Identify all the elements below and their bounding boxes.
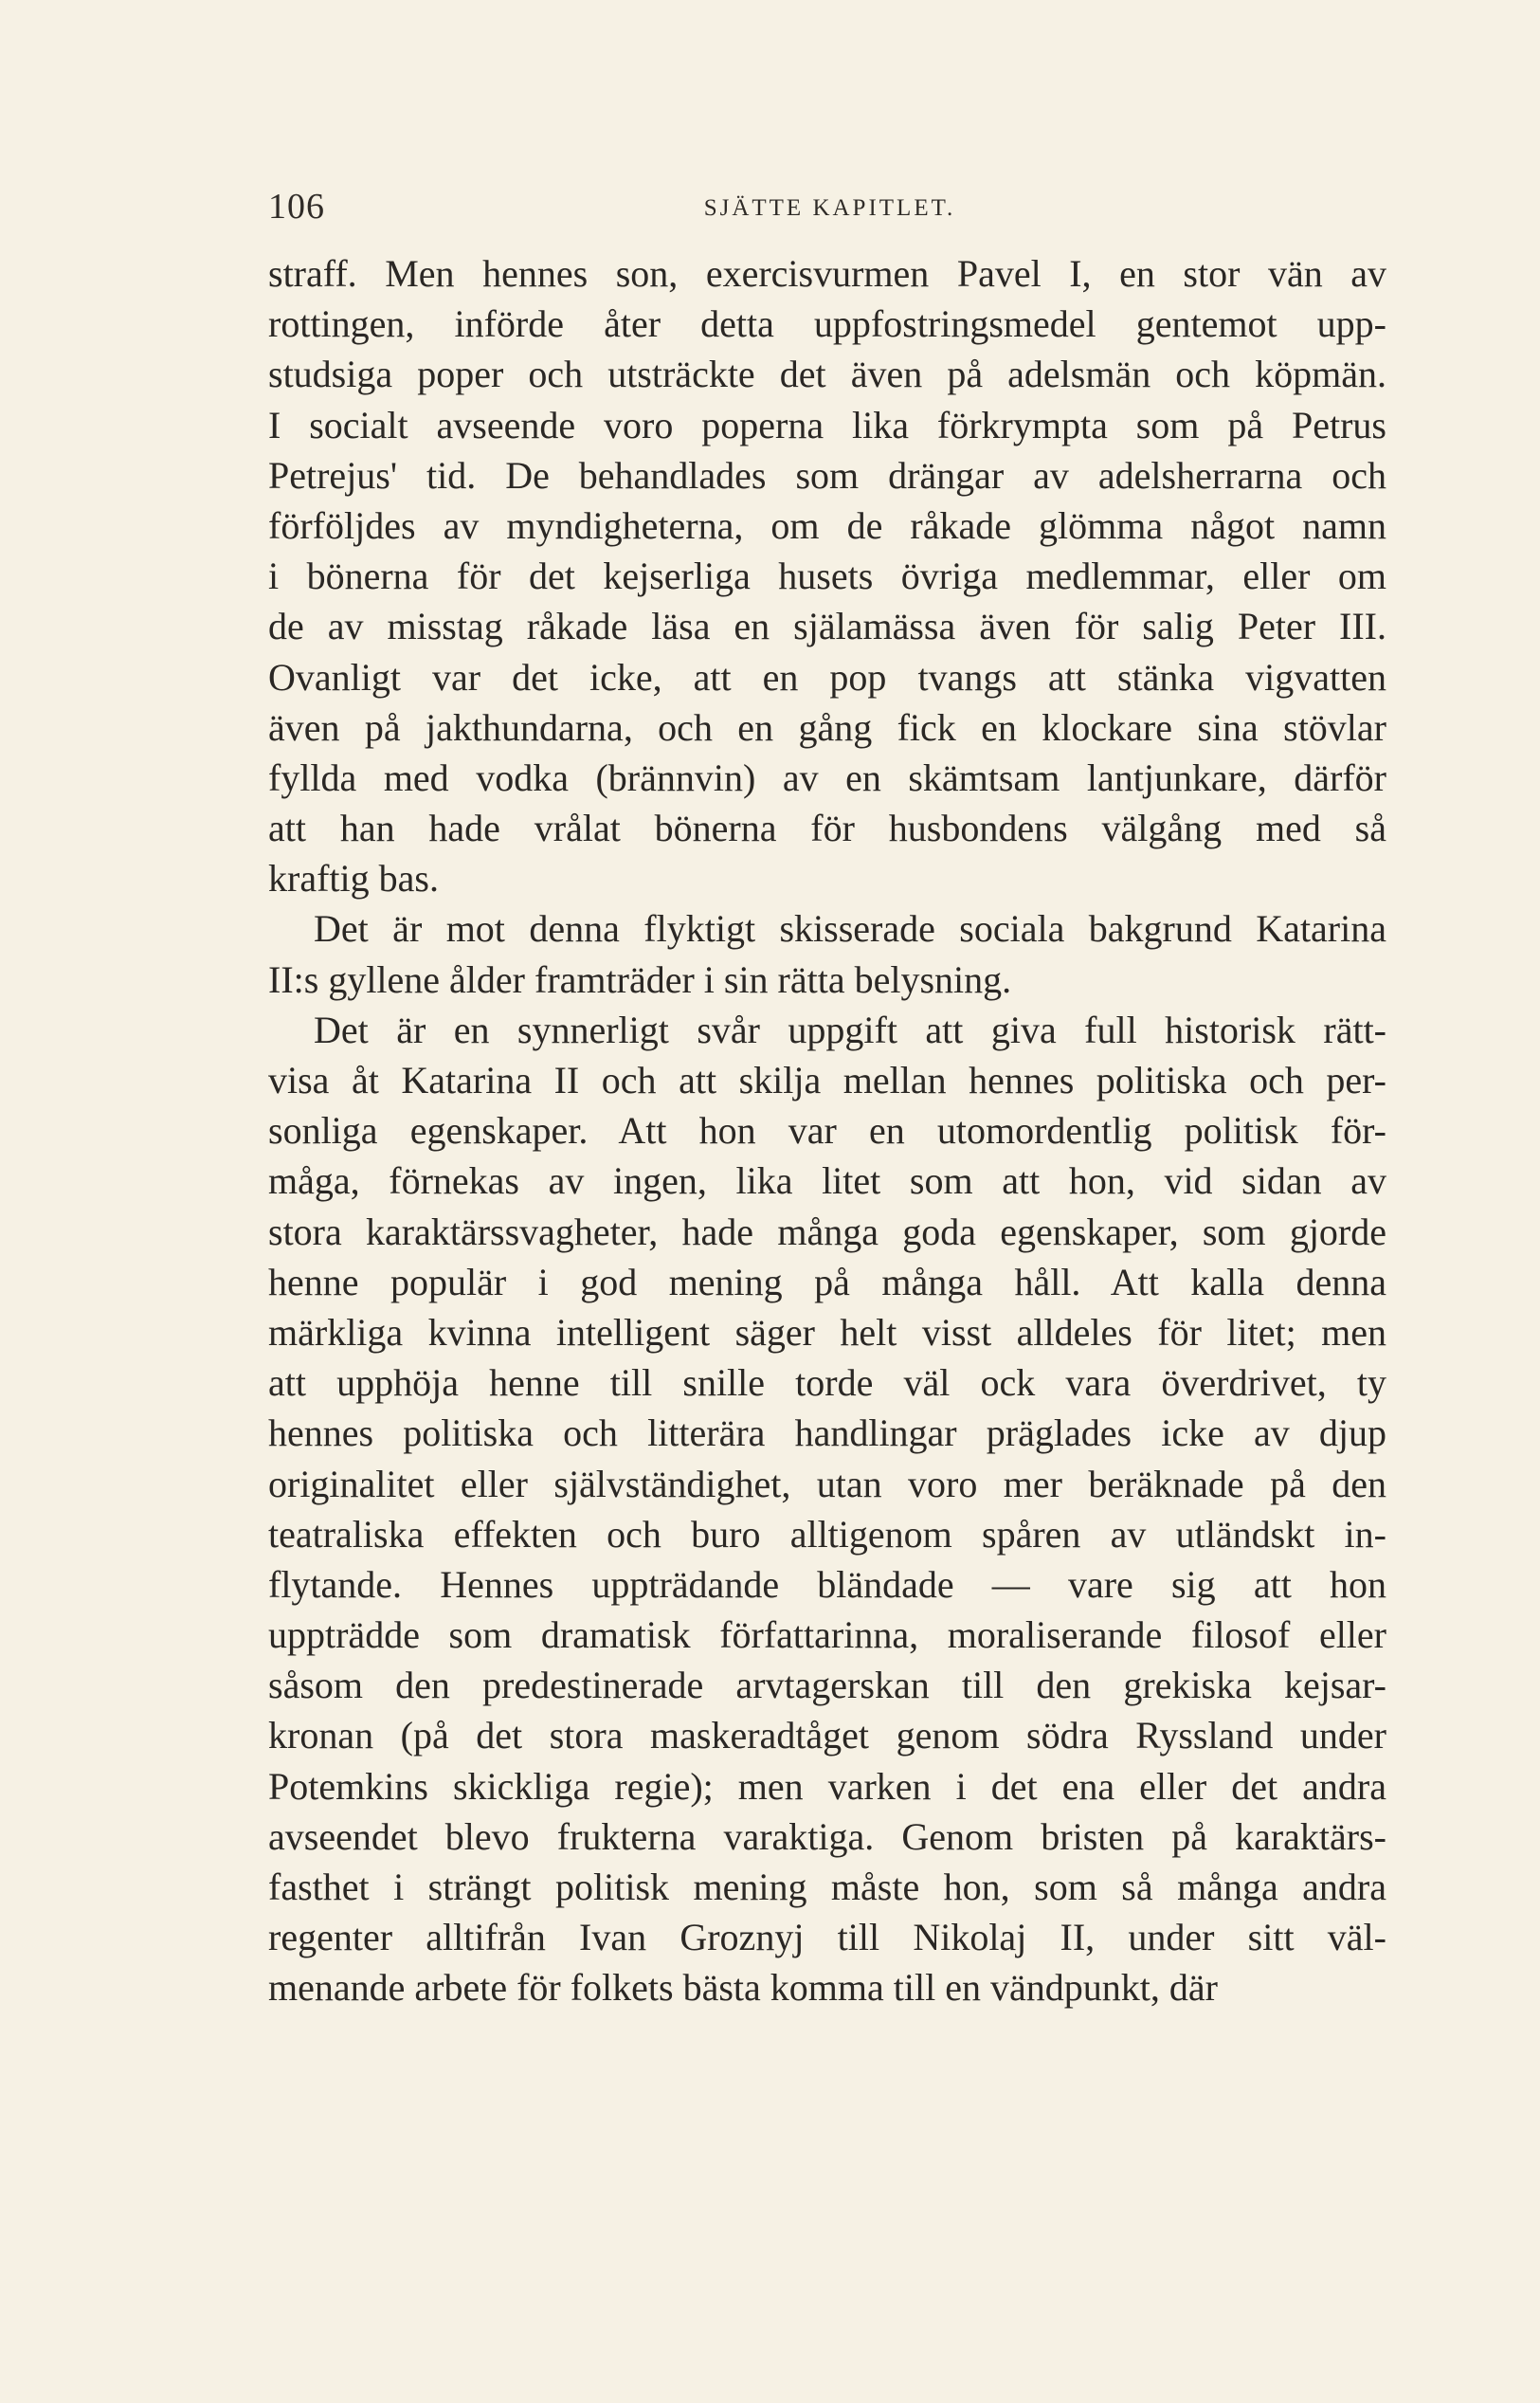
text-line: Det är mot denna flyktigt skisserade sociala bakgrund Katarina [314, 907, 1386, 951]
text-line: uppträdde som dramatisk författarinna, moraliserande filosof eller [268, 1613, 1386, 1657]
text-line: I socialt avseende voro poperna lika förkrympta som på Petrus [268, 403, 1386, 446]
text-line: kronan (på det stora maskeradtåget genom södra Ryssland under [268, 1714, 1386, 1757]
text-line: Petrejus' tid. De behandlades som drängar av adelsherrarna och [268, 453, 1386, 497]
text-line: regenter alltifrån Ivan Groznyj till Nikolaj II, under sitt väl- [268, 1916, 1386, 1959]
running-head [268, 186, 1391, 243]
text-line: originalitet eller självständighet, utan voro mer beräknade på den [268, 1462, 1386, 1505]
text-line: fyllda med vodka (brännvin) av en skämtsam lantjunkare, därför [268, 755, 1386, 799]
text-line: stora karaktärssvagheter, hade många goda egenskaper, som gjorde [268, 1210, 1386, 1253]
text-line: straff. Men hennes son, exercisvurmen Pavel I, en stor vän av [268, 252, 1386, 295]
text-line: även på jakthundarna, och en gång fick en klockare sina stövlar [268, 705, 1386, 749]
text-line: att upphöja henne till snille torde väl ock vara överdrivet, ty [268, 1361, 1386, 1405]
text-line: sonliga egenskaper. Att hon var en utomordentlig politisk för- [268, 1109, 1386, 1153]
paragraph [268, 1005, 1386, 2013]
text-line: visa åt Katarina II och att skilja mellan hennes politiska och per- [268, 1059, 1386, 1101]
text-line: Potemkins skickliga regie); men varken i det ena eller det andra [268, 1764, 1386, 1808]
body-text [268, 248, 1386, 2013]
text-line: henne populär i god mening på många håll. Att kalla denna [268, 1260, 1386, 1303]
text-line: rottingen, införde åter detta uppfostringsmedel gentemot upp- [268, 302, 1386, 346]
text-line: de av misstag råkade läsa en själamässa även för salig Peter III. [268, 605, 1386, 648]
page-number: 106 [268, 187, 325, 227]
text-line: menande arbete för folkets bästa komma till en vändpunkt, där [268, 1966, 1218, 2010]
text-line: flytande. Hennes uppträdande bländade — vare sig att hon [268, 1562, 1386, 1606]
text-line: i bönerna för det kejserliga husets övriga medlemmar, eller om [268, 555, 1386, 598]
chapter-title: SJÄTTE KAPITLET. [703, 195, 956, 221]
text-line: Ovanligt var det icke, att en pop tvangs att stänka vigvatten [268, 655, 1386, 699]
text-line: såsom den predestinerade arvtagerskan till den grekiska kejsar- [268, 1664, 1386, 1707]
text-line: hennes politiska och litterära handlingar präglades icke av djup [268, 1411, 1386, 1455]
paragraph [268, 903, 1386, 1004]
text-line: studsiga poper och utsträckte det även på adelsmän och köpmän. [268, 353, 1386, 396]
text-line: II:s gyllene ålder framträder i sin rätta belysning. [268, 957, 1012, 1001]
text-line: kraftig bas. [268, 857, 439, 901]
text-line: måga, förnekas av ingen, lika litet som att hon, vid sidan av [268, 1159, 1386, 1203]
text-line: fasthet i strängt politisk mening måste hon, som så många andra [268, 1866, 1386, 1908]
text-line: att han hade vrålat bönerna för husbondens välgång med så [268, 807, 1386, 850]
text-line: märkliga kvinna intelligent säger helt visst alldeles för litet; men [268, 1310, 1386, 1354]
text-line: teatraliska effekten och buro alltigenom spåren av utländskt in- [268, 1512, 1386, 1556]
text-line: förföljdes av myndigheterna, om de råkade glömma något namn [268, 503, 1386, 547]
paragraph [268, 248, 1386, 903]
text-line: Det är en synnerligt svår uppgift att giva full historisk rätt- [314, 1008, 1386, 1051]
text-line: avseendet blevo frukterna varaktiga. Genom bristen på karaktärs- [268, 1814, 1386, 1858]
